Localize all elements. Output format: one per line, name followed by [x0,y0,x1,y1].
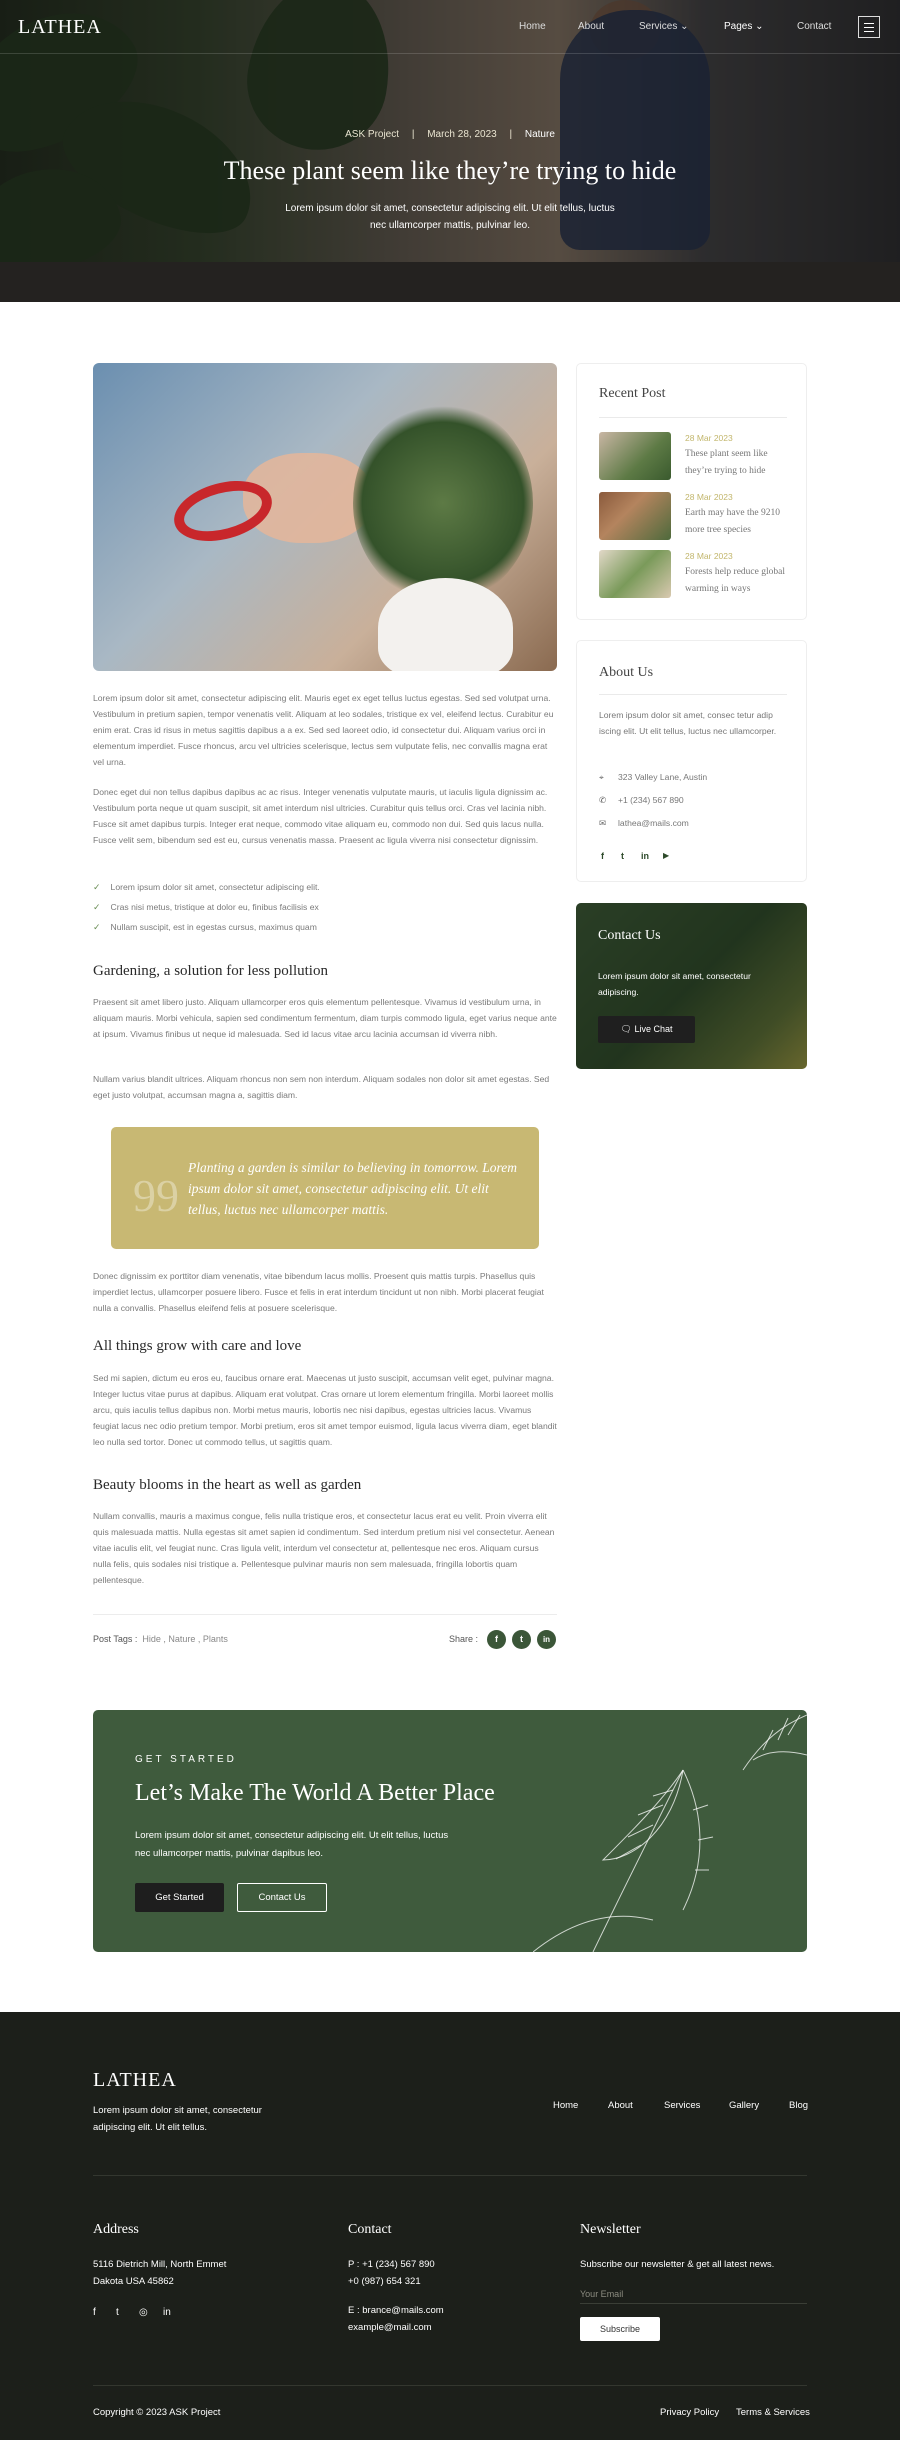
tags-label: Post Tags : [93,1634,138,1644]
recent-posts-card [576,363,807,620]
phone-icon: ✆ [599,795,607,805]
post-author[interactable]: ASK Project [345,129,400,140]
check-icon: ✓ [93,902,101,912]
check-icon: ✓ [93,882,101,892]
linkedin-icon[interactable]: in [163,2307,171,2318]
instagram-icon[interactable]: ◎ [139,2307,148,2318]
chevron-down-icon: ⌄ [680,21,689,32]
image-plant [353,403,533,603]
section-heading: All things grow with care and love [93,1338,302,1354]
leaf-decoration-icon [533,1710,807,1952]
location-pin-icon: ⌖ [599,772,604,782]
section-heading: Beauty blooms in the heart as well as garden [93,1477,362,1493]
twitter-icon[interactable]: t [116,2307,119,2318]
article-paragraph: Lorem ipsum dolor sit amet, consectetur adipiscing elit. Mauris eget ex eget tellus luctus egestas. Sed sed volutpat urna. Vestibulum in pretium sapien, tempor venenatis velit. Aliquam at leo sodales, tristique ex vel, eleifend lectus. Curabitur eu enim erat. Cras id risus in metus sagittis dapibus a a ex. Sed sed laoreet odio, id consectetur dui. Aliquam varius orci in elementum imperdiet. Fusce rhoncus, arcu vel ultricies scelerisque, lectus sem vulputate felis, nec convallis magna erat vel urna. [93,693,554,767]
footer-nav-gallery[interactable]: Gallery [729,2100,760,2111]
privacy-link[interactable]: Privacy Policy [660,2407,720,2418]
recent-post-thumb[interactable] [599,492,671,540]
address-line: 5116 Dietrich Mill, North Emmet [93,2259,227,2270]
contact-heading: Contact [348,2222,392,2237]
divider [599,417,787,418]
tag-links[interactable]: Hide , Nature , Plants [142,1634,228,1644]
divider [93,1614,557,1615]
page-title: These plant seem like they’re trying to hide [223,156,677,185]
footer-phone[interactable]: P : +1 (234) 567 890 [348,2259,435,2270]
divider [93,2175,807,2176]
nav-pages-label: Pages [724,21,753,32]
meta-separator: | [509,129,513,140]
contact-text: Lorem ipsum dolor sit amet, consectetur adipiscing. [598,971,751,997]
share-label: Share : [449,1634,479,1644]
article-paragraph: Nullam convallis, mauris a maximus congue, felis nulla tristique eros, et consectetur lacus erat eu velit. Proin viverra elit quis malesuada mattis. Nulla egestas sit amet sapien id condimentum. Sed interdum pretium nisi vel consectetur. Aenean vitae iaculis elit, vel feugiat nunc. Cras ligula velit, interdum vel consectetur at, pellentesque nec eros. Aliquam cursus nulla felis, quis sodales nisi tristique a. Pellentesque pulvinar mauris non sem malesuada, fringilla lobortis quam pellentesque. [93,1511,555,1585]
footer-phone[interactable]: +0 (987) 654 321 [348,2276,421,2287]
email-text[interactable]: lathea@mails.com [618,818,689,828]
recent-posts-title: Recent Post [599,386,666,401]
post-category[interactable]: Nature [524,129,555,140]
check-icon: ✓ [93,922,101,932]
twitter-icon[interactable]: t [512,1630,531,1649]
nav-about[interactable]: About [578,21,605,32]
cta-eyebrow: GET STARTED [135,1754,237,1765]
image-pot [378,578,513,671]
footer-nav-blog[interactable]: Blog [789,2100,809,2111]
footer [0,2012,900,2440]
recent-post-thumb[interactable] [599,550,671,598]
address-line: Dakota USA 45862 [93,2276,174,2287]
linkedin-icon[interactable]: in [641,851,649,861]
section-heading: Gardening, a solution for less pollution [93,963,328,979]
featured-image [93,363,557,671]
quote-text: Planting a garden is similar to believing in tomorrow. Lorem ipsum dolor sit amet, consectetur adipiscing elit. Ut elit tellus, luctus nec ullamcorper mattis. [188,1160,517,1217]
mail-icon: ✉ [599,818,607,828]
copyright: Copyright © 2023 ASK Project [93,2407,221,2418]
recent-post-date: 28 Mar 2023 [685,492,733,502]
footer-logo[interactable]: LATHEA [93,2069,177,2091]
nav-services-label: Services [639,21,678,32]
recent-post-date: 28 Mar 2023 [685,433,733,443]
contact-us-button[interactable]: Contact Us [237,1883,327,1912]
footer-nav-services[interactable]: Services [664,2100,701,2111]
article-paragraph: Sed mi sapien, dictum eu eros eu, faucibus ornare erat. Maecenas ut justo suscipit, accumsan velit eget, pulvinar magna. Integer luctus vitae purus at dapibus. Aliquam erat volutpat. Cras ornare ut lorem elementum fringilla. Morbi laoreet mollis arcu, quis iaculis tellus dapibus non. Morbi metus mauris, lobortis nec nisi dapibus, egestas ultricies lacus. Vivamus feugiat lacus nec odio pretium tempor. Morbi pretium, eros sit amet tempor euismod, ligula lacus viverra diam, eget blandit leo nulla sed tortor. Donec ut commodo tellus, ut sagittis quam. [93,1373,557,1447]
hero-subtitle: Lorem ipsum dolor sit amet, consectetur adipiscing elit. Ut elit tellus, luctus nec ullamcorper mattis, pulvinar leo. [285,203,615,231]
linkedin-icon[interactable]: in [537,1630,556,1649]
nav-services[interactable] [639,21,689,32]
contact-card [576,903,807,1069]
chevron-down-icon: ⌄ [755,21,764,32]
chat-icon: 🗨 [620,1024,632,1034]
address-heading: Address [93,2222,139,2237]
list-item [93,902,319,913]
article-paragraph: Donec eget dui non tellus dapibus dapibus ac ac risus. Integer venenatis vulputate mauris, ut iaculis ligula dignissim ac. Vestibulum porta neque ut quam suscipit, sit amet interdum nisl ultricies. Curabitur quis tellus orci. Cras vel lacinia nibh. Fusce sit amet dapibus turpis. Integer erat neque, commodo vitae aliquam eu, commodo non dui. Sed quis lacus nulla. Fusce velit sem, bibendum sed est eu, cursus venenatis massa. Praesent ac ligula viverra nisi consectetur dignissim. [93,787,548,845]
newsletter-email-input[interactable] [580,2284,807,2304]
about-card [576,640,807,882]
menu-bar [864,23,874,24]
recent-post-title[interactable]: These plant seem like they’re trying to hide [685,449,768,476]
recent-post-title[interactable]: Earth may have the 9210 more tree species [685,508,780,535]
blockquote [111,1127,539,1249]
menu-icon[interactable] [858,16,880,38]
about-title: About Us [599,665,654,680]
post-meta [0,129,900,140]
article-paragraph: Nullam varius blandit ultrices. Aliquam rhoncus non sem non interdum. Aliquam sodales non dolor sit amet egestas. Sed eget justo volutpat, accumsan magna a, sagittis diam. [93,1074,550,1100]
facebook-icon[interactable]: f [93,2307,96,2318]
footer-email[interactable]: example@mail.com [348,2322,432,2333]
get-started-button[interactable]: Get Started [135,1883,224,1912]
divider [93,2385,807,2386]
menu-bar [864,31,874,32]
article-paragraph: Donec dignissim ex porttitor diam venenatis, vitae bibendum lacus mollis. Proesent quis mattis turpis. Phasellus quis imperdiet lectus, ullamcorper posuere libero. Fusce et felis in erat interdum tincidunt ut non nibh. Morbi placerat feugiat nulla a convallis. Phasellus eleifend felis at posuere scelerisque. [93,1271,544,1313]
facebook-icon[interactable]: f [601,851,604,861]
twitter-icon[interactable]: t [621,851,624,861]
phone-info [599,795,684,806]
cta-title: Let’s Make The World A Better Place [135,1780,495,1806]
recent-post-title[interactable]: Forests help reduce global warming in ways [685,567,785,594]
list-item [93,922,317,933]
site-logo[interactable]: LATHEA [18,16,102,38]
phone-text[interactable]: +1 (234) 567 890 [618,795,684,805]
quote-icon: 99 [133,1170,179,1221]
list-item [93,882,320,893]
top-nav [0,0,900,54]
list-item-text: Nullam suscipit, est in egestas cursus, maximus quam [110,922,317,932]
address-info [599,772,707,783]
footer-tagline: Lorem ipsum dolor sit amet, consectetur adipiscing elit. Ut elit tellus. [93,2105,262,2133]
nav-home[interactable]: Home [519,21,546,32]
contact-title: Contact Us [598,928,661,943]
nav-contact[interactable]: Contact [797,21,832,32]
newsletter-text: Subscribe our newsletter & get all latest news. [580,2259,775,2270]
post-date: March 28, 2023 [427,129,497,140]
newsletter-heading: Newsletter [580,2222,641,2237]
email-info [599,818,689,829]
recent-post-date: 28 Mar 2023 [685,551,733,561]
facebook-icon[interactable]: f [487,1630,506,1649]
footer-nav-home[interactable]: Home [553,2100,579,2111]
divider [599,694,787,695]
terms-link[interactable]: Terms & Services [736,2407,810,2418]
address-text: 323 Valley Lane, Austin [618,772,708,782]
hero-banner [0,0,900,302]
live-chat-button[interactable] [598,1016,695,1043]
post-tags [93,1634,228,1644]
footer-nav-about[interactable]: About [608,2100,633,2111]
list-item-text: Cras nisi metus, tristique at dolor eu, finibus facilisis ex [110,902,319,912]
recent-post-thumb[interactable] [599,432,671,480]
footer-email[interactable]: E : brance@mails.com [348,2305,444,2316]
subscribe-button[interactable]: Subscribe [580,2317,660,2341]
about-text: Lorem ipsum dolor sit amet, consec tetur adip iscing elit. Ut elit tellus, luctus nec ullamcorper. [599,710,777,736]
meta-separator: | [411,129,415,140]
cta-banner [93,1710,807,1952]
list-item-text: Lorem ipsum dolor sit amet, consectetur adipiscing elit. [110,882,320,892]
live-chat-label: Live Chat [634,1024,673,1034]
youtube-icon[interactable]: ▶ [663,851,670,860]
cta-subtitle: Lorem ipsum dolor sit amet, consectetur adipiscing elit. Ut elit tellus, luctus nec ullamcorper mattis, pulvinar dapibus leo. [135,1830,449,1859]
nav-pages[interactable] [724,21,764,32]
article-paragraph: Praesent sit amet libero justo. Aliquam ullamcorper eros quis elementum pellentesque. Vivamus id vestibulum urna, in aliquam mauris. Morbi vehicula, sapien sed condimentum fermentum, diam turpis commodo ligula, eget varius neque ante at ipsum. Vivamus finibus ut neque id malesuada. Sed id lacus vitae arcu lacinia accumsan id viverra nibh. [93,997,557,1039]
menu-bar [864,27,874,28]
